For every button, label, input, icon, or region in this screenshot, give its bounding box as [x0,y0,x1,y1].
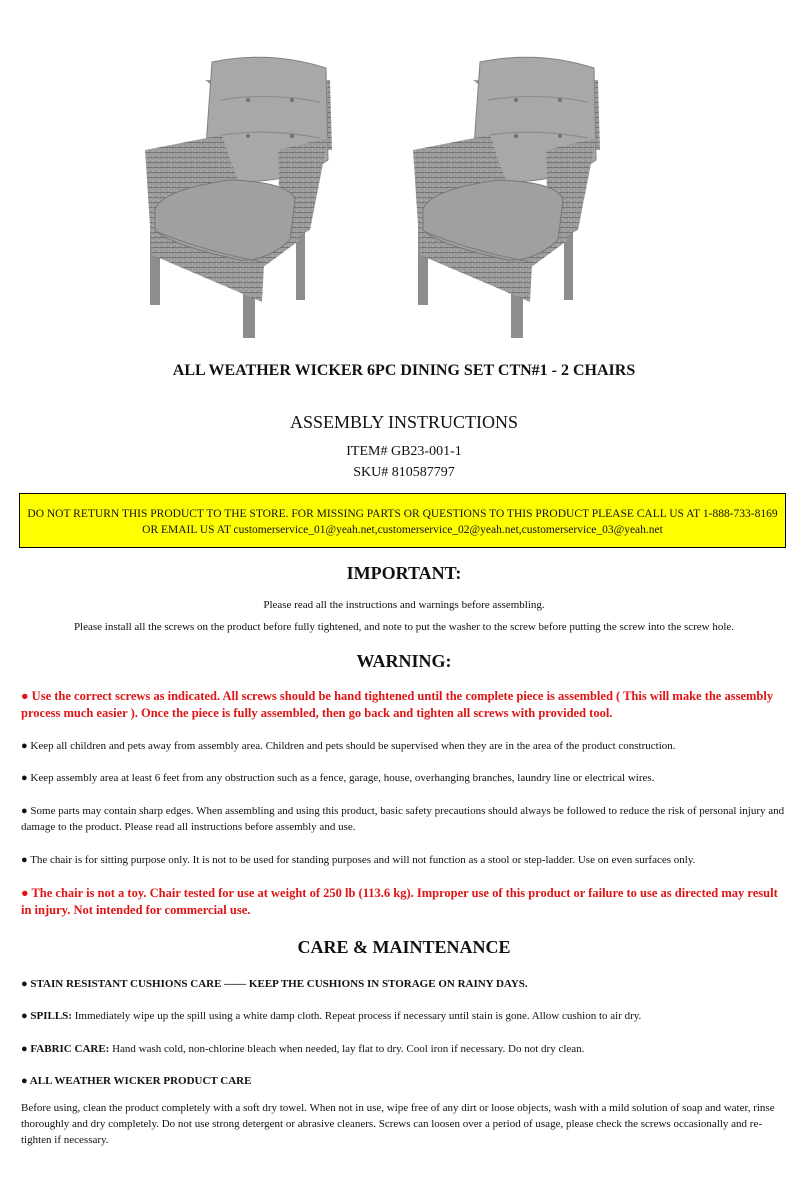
wicker-care-heading: ● ALL WEATHER WICKER PRODUCT CARE [21,1075,252,1087]
document-title: ALL WEATHER WICKER 6PC DINING SET CTN#1 - 2 CHAIRS [172,362,636,379]
warning-item: ● Keep assembly area at least 6 feet from any obstruction such as a fence, garage, house, overhanging branches, laundry line or electrical wires. [21,772,655,784]
spills-label: ● SPILLS: [21,1010,72,1022]
document-subtitle: ASSEMBLY INSTRUCTIONS [289,412,519,432]
notice-line-1: DO NOT RETURN THIS PRODUCT TO THE STORE. FOR MISSING PARTS OR QUESTIONS TO THIS PRODUCT PLEASE CALL US AT 1-888-733-8169 [27,508,778,520]
product-image [0,40,808,350]
fabric-care-label: ● FABRIC CARE: [21,1043,110,1055]
notice-line-2: OR EMAIL US AT customerservice_01@yeah.net,customerservice_02@yeah.net,customerservice_03@yeah.net [142,524,663,536]
wicker-care-text: Before using, clean the product completely with a soft dry towel. When not in use, wipe free of any dirt or loose objects, wash with a mild solution of soap and water, rinse thoroughly and dry completely. Do not use strong detergent or abrasive cleaners. Screws can loosen over a period of usage, please check the screws occasionally and re-tighten if necessary. [21,1102,775,1146]
care-heading: CARE & MAINTENANCE [297,937,511,957]
stain-care-line: ● STAIN RESISTANT CUSHIONS CARE —— KEEP THE CUSHIONS IN STORAGE ON RAINY DAYS. [21,978,528,990]
warning-item: ● Some parts may contain sharp edges. When assembling and using this product, basic safety precautions should always be followed to reduce the risk of personal injury and damage to the product. Please read all instructions before assembly and use. [21,805,785,833]
warning-item: ● The chair is not a toy. Chair tested for use at weight of 250 lb (113.6 kg). Improper use of this product or failure to use as directed may result in injury. Not intended for commercial use. [21,886,778,917]
important-line-2: Please install all the screws on the product before fully tightened, and note to put the washer to the screw before putting the screw into the screw hole. [73,621,735,633]
spills-text: Immediately wipe up the spill using a white damp cloth. Repeat process if necessary until stain is gone. Allow cushion to air dry. [71,1010,642,1022]
return-notice-box [19,493,786,548]
warning-item: ● Keep all children and pets away from assembly area. Children and pets should be supervised when they are in the area of the product construction. [21,740,676,752]
fabric-care-line [21,1041,787,1057]
important-heading: IMPORTANT: [346,563,462,583]
sku-number: SKU# 810587797 [353,465,455,480]
item-number: ITEM# GB23-001-1 [346,444,462,459]
warning-item: ● Use the correct screws as indicated. All screws should be hand tightened until the complete piece is assembled ( This will make the assembly process much easier ). Once the piece is fully assembled, then go back and tighten all screws with provided tool. [21,689,774,720]
important-line-1: Please read all the instructions and warnings before assembling. [263,599,545,611]
warning-item: ● The chair is for sitting purpose only. It is not to be used for standing purposes and will not function as a stool or step-ladder. Use on even surfaces only. [21,854,696,866]
fabric-care-text: Hand wash cold, non-chlorine bleach when needed, lay flat to dry. Cool iron if necessary. Do not dry clean. [109,1043,585,1055]
spills-line [21,1008,787,1024]
warning-heading: WARNING: [356,651,452,671]
